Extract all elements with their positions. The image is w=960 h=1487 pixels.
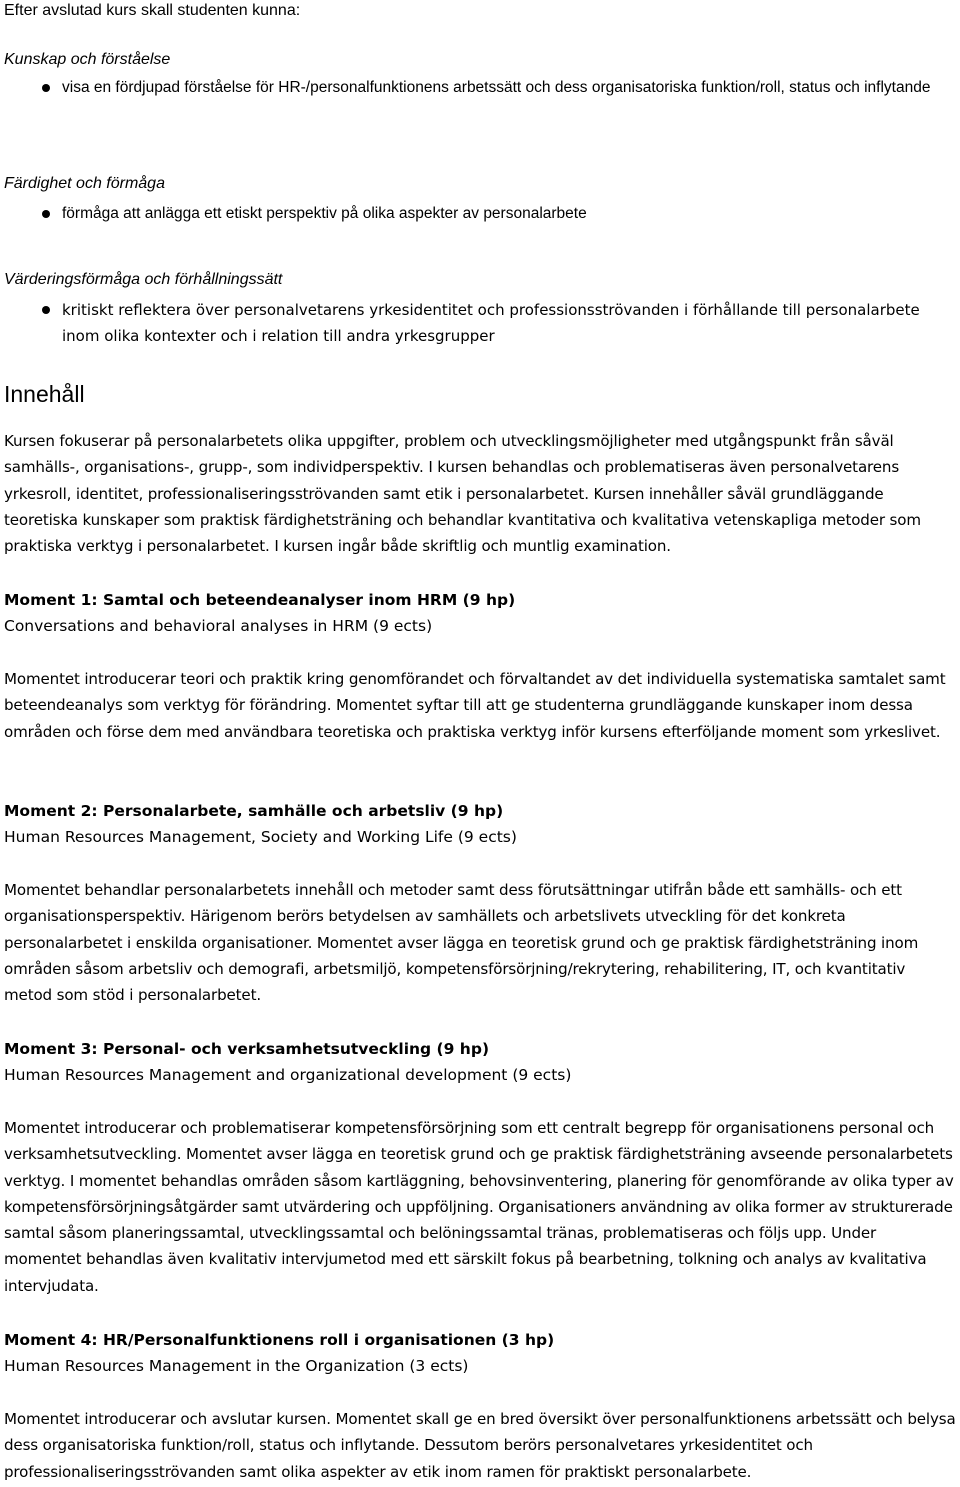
goal-heading-values: Värderingsförmåga och förhållningssätt: [4, 271, 283, 288]
goal-list-values: [4, 297, 954, 349]
bullet-icon: [42, 210, 50, 218]
content-heading: Innehåll: [4, 381, 85, 407]
goal-list-knowledge: [4, 75, 954, 101]
moment-1-subtitle: Conversations and behavioral analyses in HRM (9 ects): [4, 617, 433, 635]
goal-heading-skills: Färdighet och förmåga: [4, 175, 165, 192]
moment-1-title: Moment 1: Samtal och beteendeanalyser inom HRM (9 hp): [4, 591, 516, 609]
list-item: [4, 201, 954, 227]
moment-4-text: Momentet introducerar och avslutar kursen. Momentet skall ge en bred översikt över personalfunktionens arbetssätt och belysa dess organisatoriska funktion/roll, status och inflytande. Dessutom berörs personalvetares yrkesidentitet och professionaliseringsströvanden samt olika aspekter av etik inom ramen för praktiskt personalarbete.: [4, 1410, 956, 1481]
moment-3-text: Momentet introducerar och problematiserar kompetensförsörjning som ett centralt begrepp för organisationens personal och verksamhetsutveckling. Momentet avser lägga en teoretisk grund och ge praktisk färdighetsträning avseende personalarbetets verktyg. I momentet behandlas områden såsom kartläggning, behovsinventering, planering för genomförande av olika typer av kompetensförsörjningsåtgärder samt utvärdering och uppföljning. Organisationers användning av olika former av strukturerade samtal såsom planeringssamtal, utvecklingssamtal och belöningssamtal tränas, problematiseras och följs upp. Under momentet behandlas även kvalitativ intervjumetod med ett särskilt fokus på bearbetning, tolkning och analys av kvalitativa intervjudata.: [4, 1119, 954, 1295]
moment-2-subtitle: Human Resources Management, Society and Working Life (9 ects): [4, 828, 517, 846]
moment-3-subtitle: Human Resources Management and organizational development (9 ects): [4, 1066, 572, 1084]
list-item: [4, 75, 954, 101]
moment-1-text: Momentet introducerar teori och praktik kring genomförandet och förvaltandet av det individuella systematiska samtalet samt beteendeanalys som verktyg för förändring. Momentet syftar till att ge studenterna grundläggande kunskaper inom dessa områden och förse dem med användbara teoretiska och praktiska verktyg inför kursens efterföljande moment som yrkeslivet.: [4, 670, 946, 741]
goal-list-skills: [4, 201, 954, 227]
moment-2-title: Moment 2: Personalarbete, samhälle och arbetsliv (9 hp): [4, 802, 504, 820]
intro-text: Efter avslutad kurs skall studenten kunna:: [4, 2, 301, 19]
list-item-text: förmåga att anlägga ett etiskt perspektiv på olika aspekter av personalarbete: [62, 205, 587, 222]
moment-3-title: Moment 3: Personal- och verksamhetsutveckling (9 hp): [4, 1040, 490, 1058]
list-item-text: visa en fördjupad förståelse för HR-/personalfunktionens arbetssätt och dess organisatoriska funktion/roll, status och inflytande: [62, 79, 931, 96]
moment-2-text: Momentet behandlar personalarbetets innehåll och metoder samt dess förutsättningar utifrån både ett samhälls- och ett organisationsperspektiv. Härigenom berörs betydelsen av samhällets och arbetslivets utveckling för det konkreta personalarbetet i enskilda organisationer. Momentet avser lägga en teoretisk grund och ge praktisk färdighetsträning inom områden såsom arbetsliv och demografi, arbetsmiljö, kompetensförsörjning/rekrytering, rehabilitering, IT, och kvantitativ metod som stöd i personalarbetet.: [4, 881, 919, 1005]
bullet-icon: [42, 84, 50, 92]
moment-4-title: Moment 4: HR/Personalfunktionens roll i organisationen (3 hp): [4, 1331, 555, 1349]
goal-heading-knowledge: Kunskap och förståelse: [4, 51, 171, 68]
list-item-text: kritiskt reflektera över personalvetarens yrkesidentitet och professionsströvanden i förhållande till personalarbete inom olika kontexter och i relation till andra yrkesgrupper: [62, 301, 920, 345]
moment-4-subtitle: Human Resources Management in the Organization (3 ects): [4, 1357, 469, 1375]
bullet-icon: [42, 306, 50, 314]
content-paragraph: Kursen fokuserar på personalarbetets olika uppgifter, problem och utvecklingsmöjligheter med utgångspunkt från såväl samhälls-, organisations-, grupp-, som individperspektiv. I kursen behandlas och problematiseras även personalvetarens yrkesroll, identitet, professionaliseringsströvanden samt etik i personalarbetet. Kursen innehåller såväl grundläggande teoretiska kunskaper som praktisk färdighetsträning och behandlar kvantitativa och kvalitativa vetenskapliga metoder som praktiska verktyg i personalarbetet. I kursen ingår både skriftlig och muntlig examination.: [4, 432, 921, 556]
list-item: [4, 297, 954, 349]
